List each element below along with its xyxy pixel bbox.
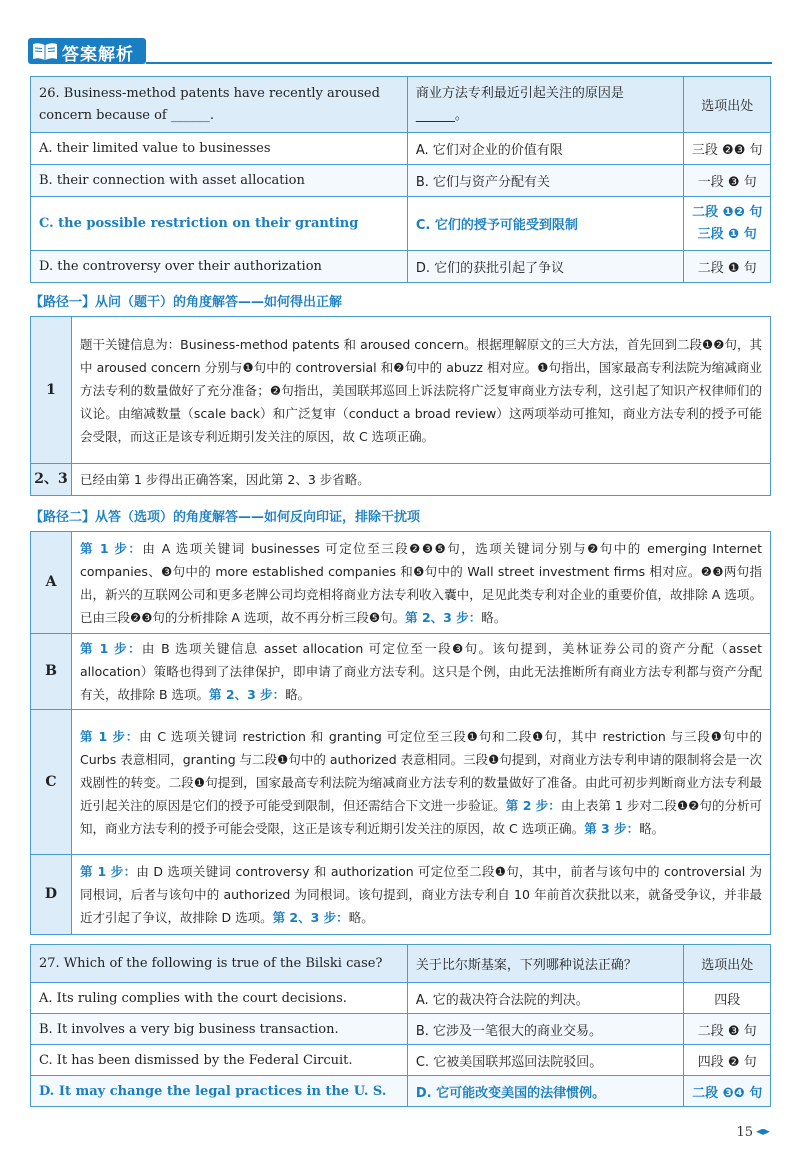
q26-table (30, 76, 771, 283)
path2-title: 【路径二】从答（选项）的角度解答——如何反向印证，排除干扰项 (30, 510, 421, 525)
path1-row (31, 464, 771, 496)
q26-question-en: 26. Business-method patents have recently aroused concern because of ______. (31, 77, 408, 133)
option-cn: D. 它可能改变美国的法律惯例。 (407, 1076, 684, 1107)
option-label: A (31, 532, 72, 634)
option-source: 一段 ❸ 句 (684, 165, 771, 197)
section-header (28, 38, 772, 64)
step3-label: 第 3 步： (584, 820, 640, 836)
q26-option-row (31, 133, 771, 165)
option-en: C. the possible restriction on their granting (31, 197, 408, 251)
q26-option-row (31, 165, 771, 197)
q26-option-row-correct (31, 197, 771, 251)
option-en: A. Its ruling complies with the court decisions. (31, 983, 408, 1014)
step3-text: 略。 (639, 820, 665, 836)
option-source: 四段 ❷ 句 (684, 1045, 771, 1076)
q26-question-cn: 商业方法专利最近引起关注的原因是______。 (407, 77, 684, 133)
option-label: B (31, 634, 72, 710)
option-en: C. It has been dismissed by the Federal Circuit. (31, 1045, 408, 1076)
option-cn: A. 它们对企业的价值有限 (407, 133, 684, 165)
option-analysis-row (31, 855, 771, 935)
open-book-icon (32, 41, 58, 61)
step1-label: 第 1 步： (80, 864, 137, 879)
q27-option-row-correct (31, 1076, 771, 1107)
option-cn: A. 它的裁决符合法院的判决。 (407, 983, 684, 1014)
step-text: 题干关键信息为：Business-method patents 和 aroused concern。根据理解原文的三大方法，首先回到二段❶❷句，其中 aroused concern 分别与❶句中的 controversial 和❷句中的 abuzz 相对应。❶句指出，国家最高专利法院为缩减商业方法专利的数量做好了充分准备；❷句指出，美国联邦巡回上诉法院将广泛复审商业方法专利，这引起了知识产权律师们的议论。由缩减数量（scale back）和广泛复审（conduct a broad review）这两项举动可推知，商业方法专利的授予可能会受限，而这正是该专利近期引发关注的原因，故 C 选项正确。 (72, 317, 771, 464)
step23-text: 略。 (348, 910, 374, 925)
page-number-text: 15 (736, 1125, 753, 1140)
step1-label: 第 1 步： (80, 728, 140, 744)
option-en: D. It may change the legal practices in the U. S. (31, 1076, 408, 1107)
analysis-text (72, 532, 771, 634)
option-source: 二段 ❸❹ 句 (684, 1076, 771, 1107)
q26-source-header: 选项出处 (684, 77, 771, 133)
step1-label: 第 1 步： (80, 641, 142, 656)
path2-table (30, 531, 771, 935)
option-source (684, 197, 771, 251)
page-number (736, 1125, 770, 1140)
step23-label: 第 2、3 步： (209, 687, 286, 702)
step-label: 1 (31, 317, 72, 464)
option-en: B. their connection with asset allocation (31, 165, 408, 197)
option-source: 二段 ❸ 句 (684, 1014, 771, 1045)
path1-title: 【路径一】从问（题干）的角度解答——如何得出正解 (30, 295, 343, 310)
graduation-cap-icon (756, 1129, 770, 1137)
step2-text: 由上表第 1 步对二段❶❷句的分析可知，商业方法专利的授予可能会受限，这正是该专利近期引发关注的原因，故 C 选项正确。 (80, 797, 763, 836)
option-source: 四段 (684, 983, 771, 1014)
step1-text: 由 C 选项关键词 restriction 和 granting 可定位至三段❶句和二段❶句，其中 restriction 与三段❶句中的 Curbs 表意相同，granting 与二段❶句中的 authorized 表意相同。三段❶句提到，对商业方法专利申请的限制将会是一次戏剧性的转变。二段❶句提到，国家最高专利法院为缩减商业方法专利的数量做好了准备。由此可初步判断商业方法专利最近引起关注的原因是它们的授予可能受到限制，但还需结合下文进一步验证。 (80, 728, 762, 813)
option-analysis-row (31, 710, 771, 855)
option-label: C (31, 710, 72, 855)
q27-question-cn: 关于比尔斯基案，下列哪种说法正确？ (407, 945, 684, 983)
q27-question-en: 27. Which of the following is true of the Bilski case? (31, 945, 408, 983)
q27-header-row (31, 945, 771, 983)
step1-label: 第 1 步： (80, 540, 143, 556)
q27-option-row (31, 1014, 771, 1045)
option-source-line: 二段 ❶❷ 句 (692, 204, 763, 220)
path1-row (31, 317, 771, 464)
step1-text: 由 D 选项关键词 controversy 和 authorization 可定位至二段❶句，其中，前者与该句中的 controversial 为同根词，后者与该句中的 authorized 为同根词。该句提到，商业方法专利自 10 年前首次获批以来，就备受争议，并非最近才引起了争议，故排除 D 选项。 (80, 864, 762, 925)
option-cn: B. 它涉及一笔很大的商业交易。 (407, 1014, 684, 1045)
q26-header-row (31, 77, 771, 133)
step23-label: 第 2、3 步： (272, 910, 349, 925)
option-en: B. It involves a very big business transaction. (31, 1014, 408, 1045)
header-rule (146, 62, 772, 64)
q27-option-row (31, 1045, 771, 1076)
option-source-line: 三段 ❶ 句 (697, 226, 757, 242)
option-en: A. their limited value to businesses (31, 133, 408, 165)
option-source: 二段 ❶ 句 (684, 251, 771, 283)
analysis-text (72, 710, 771, 855)
q27-table (30, 944, 771, 1107)
step1-text: 由 B 选项关键信息 asset allocation 可定位至一段❸句。该句提到，美林证券公司的资产分配（asset allocation）策略也得到了法律保护，即申请了商业方法专利。这只是个例，由此无法推断所有商业方法专利都与资产分配有关，故排除 B 选项。 (80, 641, 763, 702)
path1-table (30, 316, 771, 496)
option-source: 三段 ❷❸ 句 (684, 133, 771, 165)
step1-text: 由 A 选项关键词 businesses 可定位至三段❷❸❺句，选项关键词分别与❷句中的 emerging Internet companies、❸句中的 more established companies 和❺句中的 Wall street investment firms 相对应。❷❸两句指出，新兴的互联网公司和更多老牌公司均竞相将商业方法专利收入囊中，足见此类专利对企业的重要价值，故排除 A 选项。已由三段❷❸句的分析排除 A 选项，故不再分析三段❺句。 (80, 540, 763, 625)
step-text: 已经由第 1 步得出正确答案，因此第 2、3 步省略。 (72, 464, 771, 496)
section-badge (28, 38, 146, 64)
analysis-text (72, 855, 771, 935)
option-cn: B. 它们与资产分配有关 (407, 165, 684, 197)
option-analysis-row (31, 532, 771, 634)
q26-option-row (31, 251, 771, 283)
step2-label: 第 2 步： (505, 797, 561, 813)
step23-text: 略。 (481, 609, 507, 625)
analysis-text (72, 634, 771, 710)
q27-option-row (31, 983, 771, 1014)
step23-text: 略。 (285, 687, 311, 702)
option-cn: D. 它们的获批引起了争议 (407, 251, 684, 283)
section-title: 答案解析 (62, 45, 134, 65)
step-label: 2、3 (31, 464, 72, 496)
q27-source-header: 选项出处 (684, 945, 771, 983)
option-analysis-row (31, 634, 771, 710)
option-cn: C. 它被美国联邦巡回法院驳回。 (407, 1045, 684, 1076)
option-label: D (31, 855, 72, 935)
step23-label: 第 2、3 步： (405, 609, 482, 625)
option-cn: C. 它们的授予可能受到限制 (407, 197, 684, 251)
option-en: D. the controversy over their authorization (31, 251, 408, 283)
